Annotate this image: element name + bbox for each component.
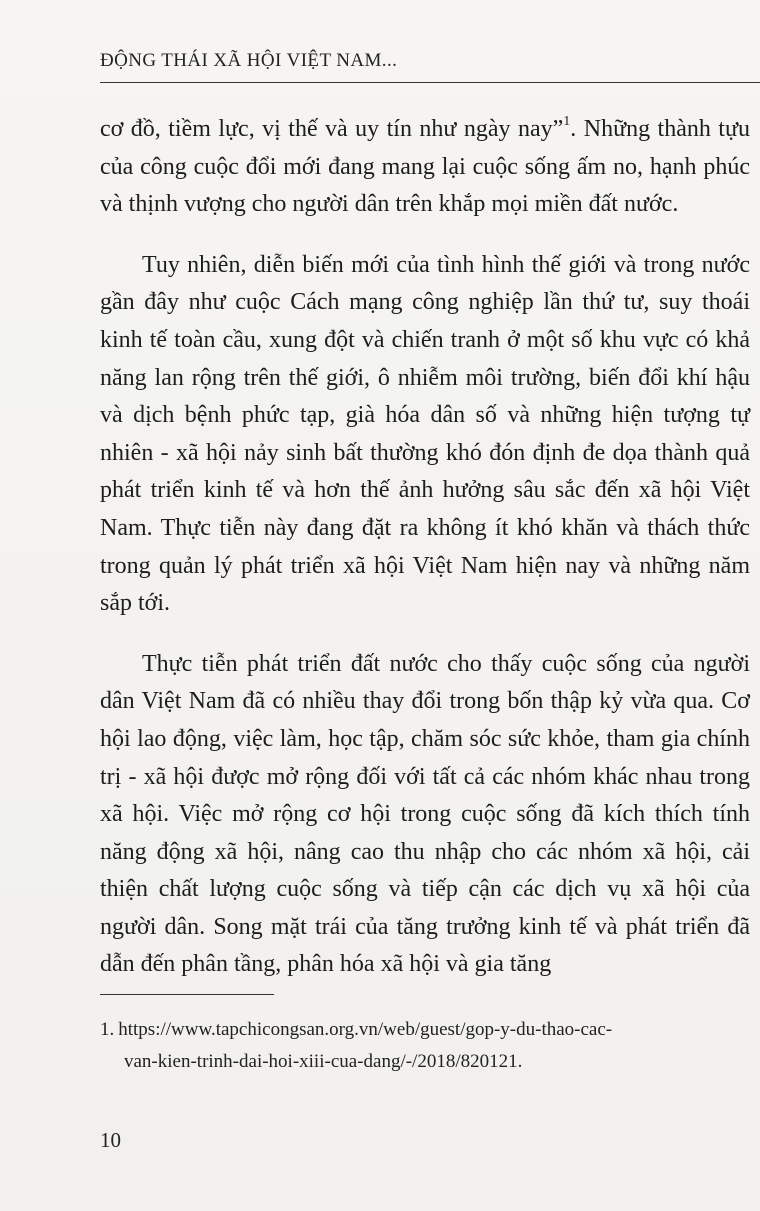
paragraph-2: Tuy nhiên, diễn biến mới của tình hình thế giới và trong nước gần đây như cuộc Cách mạng công nghiệp lần thứ tư, suy thoái kinh tế toàn cầu, xung đột và chiến tranh ở một số khu vực có khả năng lan rộng trên thế giới, ô nhiễm môi trường, biến đổi khí hậu và dịch bệnh phức tạp, già hóa dân số và những hiện tượng tự nhiên - xã hội nảy sinh bất thường khó đón định đe dọa thành quả phát triển kinh tế và hơn thế ảnh hưởng sâu sắc đến xã hội Việt Nam. Thực tiễn này đang đặt ra không ít khó khăn và thách thức trong quản lý phát triển xã hội Việt Nam hiện nay và những năm sắp tới. [100, 251, 750, 617]
paragraph-3: Thực tiễn phát triển đất nước cho thấy cuộc sống của người dân Việt Nam đã có nhiều thay đổi trong bốn thập kỷ vừa qua. Cơ hội lao động, việc làm, học tập, chăm sóc sức khỏe, tham gia chính trị - xã hội được mở rộng đối với tất cả các nhóm khác nhau trong xã hội. Việc mở rộng cơ hội trong cuộc sống đã kích thích tính năng động xã hội, nâng cao thu nhập cho các nhóm xã hội, cải thiện chất lượng cuộc sống và tiếp cận các dịch vụ xã hội của người dân. Song mặt trái của tăng trưởng kinh tế và phát triển đã dẫn đến phân tầng, phân hóa xã hội và gia tăng [100, 650, 750, 978]
paragraph-1-text: cơ đồ, tiềm lực, vị thế và uy tín như ngày nay” [100, 116, 564, 142]
paragraph-1 [100, 111, 750, 224]
paragraph-1-text-after: . Những thành tựu của công cuộc đổi mới đang mang lại cuộc sống ấm no, hạnh phúc và thịnh vượng cho người dân trên khắp mọi miền đất nước. [100, 116, 750, 218]
footnote-rule [100, 994, 274, 995]
body-text [100, 111, 750, 1007]
footnote-url-line-1: https://www.tapchicongsan.org.vn/web/guest/gop-y-du-thao-cac- [118, 1019, 613, 1040]
footnote-number: 1. [100, 1019, 115, 1040]
page-number: 10 [100, 1128, 121, 1152]
footnote [100, 1014, 750, 1078]
footnote-reference: 1 [563, 114, 571, 129]
footnote-url-line-2: van-kien-trinh-dai-hoi-xiii-cua-dang/-/2018/820121. [124, 1051, 523, 1072]
running-head: ĐỘNG THÁI XÃ HỘI VIỆT NAM... [100, 50, 398, 71]
header-rule [100, 82, 760, 83]
